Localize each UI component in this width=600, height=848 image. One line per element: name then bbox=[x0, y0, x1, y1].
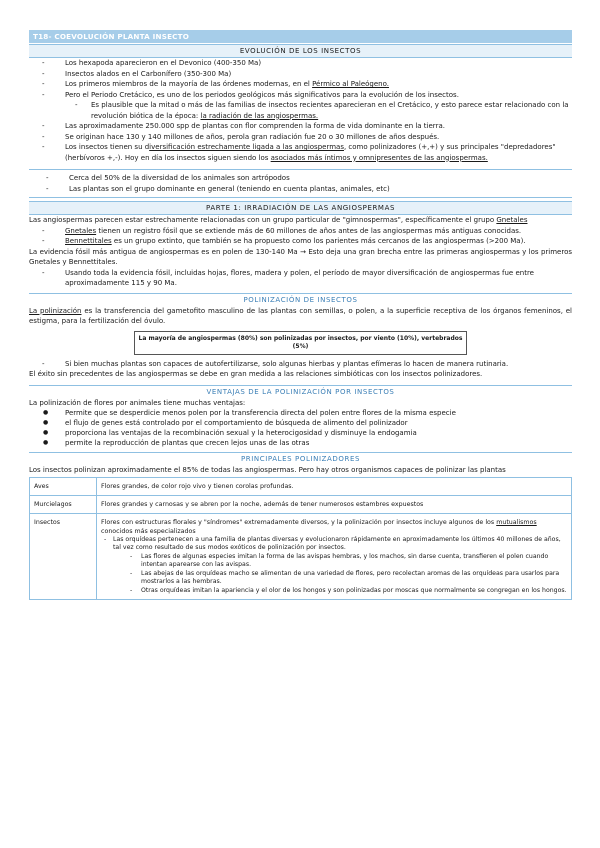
table-row bbox=[30, 513, 572, 600]
document-title: T18- COEVOLUCIÓN PLANTA INSECTO bbox=[29, 30, 572, 43]
list-item: ● Permite que se desperdicie menos polen por la transferencia directa del polen entre flores de la misma especie bbox=[65, 408, 572, 418]
list-item: - Se originan hace 130 y 140 millones de años, perola gran radiación fue 20 o 30 millones de años después. bbox=[65, 132, 572, 143]
underlined-term: iversificación estrechamente ligada a las angiospermas bbox=[149, 143, 344, 151]
section-heading-polinizacion: POLINIZACIÓN DE INSECTOS bbox=[29, 293, 572, 306]
list-item: - Las aproximadamente 250.000 spp de plantas con flor comprenden la forma de vida dominante en la tierra. bbox=[65, 121, 572, 132]
list-item: ● el flujo de genes está controlado por el comportamiento de búsqueda de alimento del polinizador bbox=[65, 418, 572, 428]
list-item: - Los hexapoda aparecieron en el Devonico (400-350 Ma) bbox=[65, 58, 572, 69]
section-heading-evolucion: EVOLUCIÓN DE LOS INSECTOS bbox=[29, 44, 572, 58]
table-value: Flores con estructuras florales y "síndromes" extremadamente diversos, y la polinización por insectos incluye algunos de los mutualismos conocidos más especializados - Las orquídeas pertenecen a una familia de plantas diversas y evolucionaron rápidamente en aproximadamente los últimos 40 millones de años, tal vez como resultado de sus modos exóticos de polinización por insectos. - Las flores de algunas especies imitan la forma de las avispas hembras, y los machos, sin darse cuenta, transfieren el polen cuando intentan aparearse con las avispas. - Las abejas de las orquídeas macho se alimentan de una variedad de flores, pero recolectan aromas de las orquídeas para usarlos para mostrarlos a las hembras. - Otras orquídeas imitan la apariencia y el olor de los hongos y son polinizadas por moscas que normalmente se congregan en los hongos. bbox=[97, 513, 572, 600]
table-key: Murcielagos bbox=[30, 495, 97, 513]
section-heading-parte1: PARTE 1: IRRADIACIÓN DE LAS ANGIOSPERMAS bbox=[29, 201, 572, 215]
polinizacion-definition: La polinización es la transferencia del gametofito masculino de las plantas con semillas, o polen, a la superficie receptiva de los órganos femeninos, el estigma, para la fertilización del óvulo. bbox=[29, 306, 573, 325]
evolucion-sublist bbox=[29, 100, 572, 121]
table-key: Aves bbox=[30, 477, 97, 495]
table-row bbox=[30, 495, 572, 513]
table-row bbox=[30, 477, 572, 495]
list-item: - Otras orquídeas imitan la apariencia y el olor de los hongos y son polinizadas por moscas que normalmente se congregan en los hongos. bbox=[141, 587, 567, 596]
ventajas-intro: La polinización de flores por animales tiene muchas ventajas: bbox=[29, 398, 246, 407]
list-item: - Gnetales tienen un registro fósil que se extiende más de 60 millones de años antes de las angiospermas más antiguas conocidas. bbox=[65, 226, 572, 237]
document-page bbox=[29, 30, 572, 600]
evolucion-list-2 bbox=[29, 121, 572, 163]
table-value: Flores grandes, de color rojo vivo y tienen corolas profundas. bbox=[97, 477, 572, 495]
parte1-intro: Las angiospermas parecen estar estrechamente relacionadas con un grupo particular de "gimnospermas", específicamente el grupo Gnetales bbox=[29, 216, 528, 224]
list-item: - Insectos alados en el Carbonífero (350-300 Ma) bbox=[65, 69, 572, 80]
pollinators-table bbox=[29, 477, 572, 601]
list-item: - Cerca del 50% de la diversidad de los animales son artrópodos bbox=[69, 173, 572, 184]
list-item: - Las plantas son el grupo dominante en general (teniendo en cuenta plantas, animales, etc) bbox=[69, 184, 572, 195]
table-key: Insectos bbox=[30, 513, 97, 600]
underlined-term: asociados más íntimos y omnipresentes de las angiospermas. bbox=[270, 153, 488, 162]
list-item: - Pero el Periodo Cretácico, es uno de los periodos geológicos más significativos para la evolución de los insectos. bbox=[65, 90, 572, 101]
parte1-evidence-list bbox=[29, 268, 572, 289]
table-value: Flores grandes y carnosas y se abren por la noche, además de tener numerosos estambres expuestos bbox=[97, 495, 572, 513]
underlined-term: Gnetales bbox=[496, 216, 528, 224]
list-item: ● proporciona las ventajas de la recombinación sexual y la heterocigosidad y disminuye la endogamia bbox=[65, 428, 572, 438]
orchid-sublist bbox=[101, 553, 567, 596]
highlight-box: La mayoría de angiospermas (80%) son polinizadas por insectos, por viento (10%), vertebrados (5%) bbox=[134, 331, 467, 355]
list-item: - Las orquídeas pertenecen a una familia de plantas diversas y evolucionaron rápidamente en aproximadamente los últimos 40 millones de años, tal vez como resultado de sus modos exóticos de polinización por insectos. bbox=[113, 536, 567, 553]
section-heading-ventajas: VENTAJAS DE LA POLINIZACIÓN POR INSECTOS bbox=[29, 385, 572, 398]
polinizacion-list bbox=[29, 359, 572, 370]
principales-intro: Los insectos polinizan aproximadamente el 85% de todas las angiospermas. Pero hay otros organismos capaces de polinizar las plantas bbox=[29, 466, 506, 474]
polinizacion-closing: El éxito sin precedentes de las angiospermas se debe en gran medida a las relaciones simbióticas con los insectos polinizadores. bbox=[29, 370, 483, 378]
list-item: - Si bien muchas plantas son capaces de autofertilizarse, solo algunas hierbas y plantas efímeras lo hacen de manera rutinaria. bbox=[65, 359, 572, 370]
list-item: - Los insectos tienen su diversificación estrechamente ligada a las angiospermas, como polinizadores (+,+) y sus principales "depredadores" (herbívoros +,-). Hoy en día los insectos siguen siendo los asociados más íntimos y omnipresentes de las angiospermas. bbox=[65, 142, 572, 163]
list-item: - Las abejas de las orquídeas macho se alimentan de una variedad de flores, pero recolectan aromas de las orquídeas para usarlos para mostrarlos a las hembras. bbox=[141, 570, 567, 587]
list-item: - Los primeros miembros de la mayoría de las órdenes modernas, en el Pérmico al Paleógeno. bbox=[65, 79, 572, 90]
list-item: - Es plausible que la mitad o más de las familias de insectos recientes aparecieran en el Cretácico, y esto parece estar relacionado con la revolución biótica de la época: la radiación de las angiospermas. bbox=[91, 100, 572, 121]
parte1-list bbox=[29, 226, 572, 247]
list-item: ● permite la reproducción de plantas que crecen lejos unas de las otras bbox=[65, 438, 572, 448]
list-item: - Las flores de algunas especies imitan la forma de las avispas hembras, y los machos, sin darse cuenta, transfieren el polen cuando intentan aparearse con las avispas. bbox=[141, 553, 567, 570]
orchid-list bbox=[101, 536, 567, 553]
list-item: - Bennettitales es un grupo extinto, que también se ha propuesto como los parientes más cercanos de las angiospermas (>200 Ma). bbox=[65, 236, 572, 247]
evolucion-list bbox=[29, 58, 572, 100]
section-heading-principales: PRINCIPALES POLINIZADORES bbox=[29, 452, 572, 465]
parte1-evidence: La evidencia fósil más antigua de angiospermas es en polen de 130-140 Ma → Esto deja una gran brecha entre las primeras angiospermas y los primeros Gnetales y Bennettitales. bbox=[29, 247, 572, 266]
underlined-term: la radiación de las angiospermas. bbox=[200, 111, 319, 120]
list-item: - Usando toda la evidencia fósil, incluidas hojas, flores, madera y polen, el período de mayor diversificación de angiospermas fue entre aproximadamente 115 y 90 Ma. bbox=[65, 268, 572, 289]
underlined-term: Pérmico al Paleógeno. bbox=[312, 80, 389, 88]
ventajas-list bbox=[29, 408, 572, 448]
underlined-term: mutualismos bbox=[496, 518, 537, 526]
summary-box bbox=[29, 169, 572, 198]
